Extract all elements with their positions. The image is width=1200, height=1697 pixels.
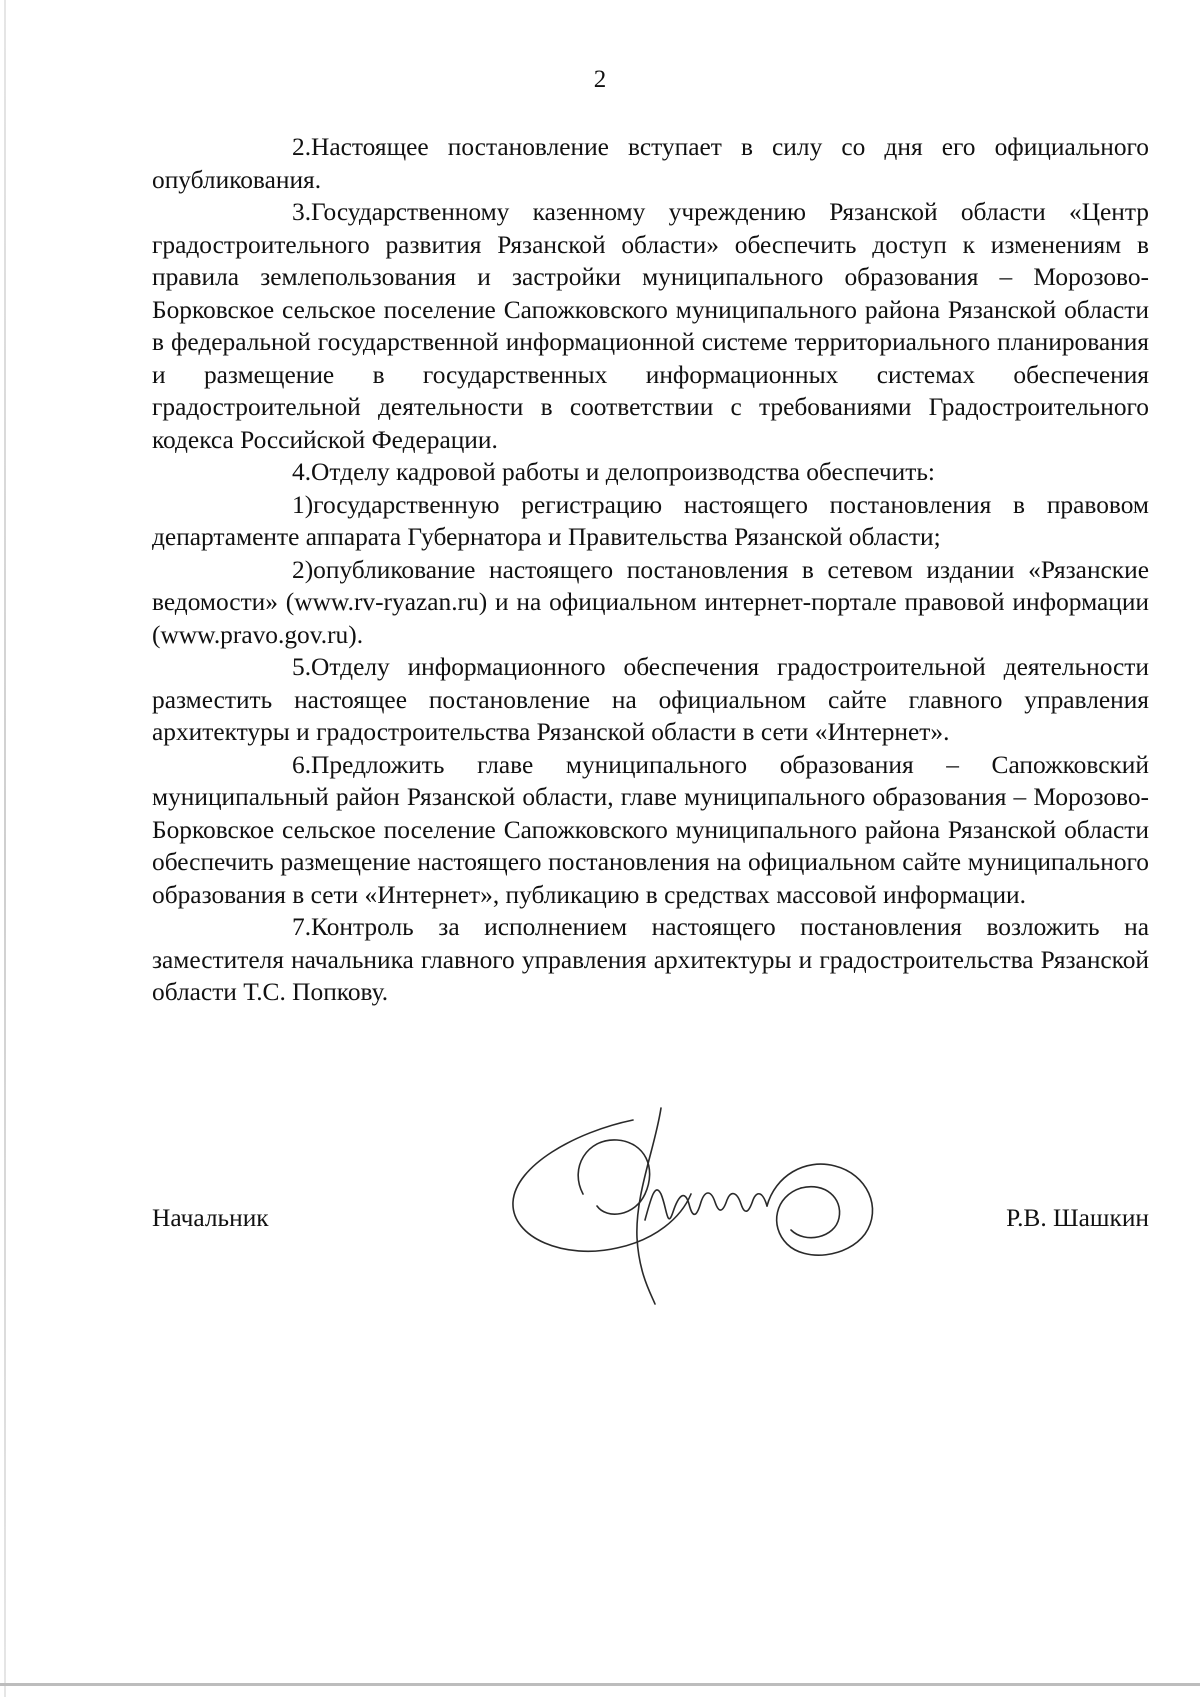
paragraph-number: 5. [292, 653, 312, 681]
paragraph-text: Предложить главе муниципального образования – Сапожковский муниципальный район Рязанской области, главе муниципального образования – Морозово-Борковское сельское поселение Сапожковского муниципального района Рязанской области обеспечить размещение настоящего постановления на официальном сайте муниципального образования в сети «Интернет», публикацию в средствах массовой информации. [152, 750, 1149, 909]
paragraph-text: Отделу кадровой работы и делопроизводства обеспечить: [311, 458, 935, 486]
paragraph-number: 1) [292, 490, 314, 519]
paragraph-5 [152, 651, 1149, 749]
paragraph-3 [152, 196, 1149, 456]
document-body [152, 131, 1149, 1009]
paragraph-4 [152, 456, 1149, 489]
paragraph-4-1 [152, 489, 1149, 554]
scan-edge-bottom [0, 1683, 1200, 1686]
paragraph-number: 4. [292, 458, 312, 486]
page-number: 2 [593, 66, 607, 93]
paragraph-text: Отделу информационного обеспечения градостроительной деятельности разместить настоящее постановление на официальном сайте главного управления архитектуры и градостроительства Рязанской области в сети «Интернет». [152, 653, 1149, 746]
paragraph-2 [152, 131, 1149, 196]
scan-edge-left [4, 0, 6, 1697]
paragraph-number: 2. [292, 133, 312, 161]
signature-block [152, 1200, 1149, 1236]
signatory-name: Р.В. Шашкин [1006, 1204, 1149, 1232]
paragraph-text: Государственному казенному учреждению Рязанской области «Центр градостроительного развития Рязанской области» обеспечить доступ к изменениям в правила землепользования и застройки муниципального образования – Морозово-Борковское сельское поселение Сапожковского муниципального района Рязанской области в федеральной государственной информационной системе территориального планирования и размещение в государственных информационных системах обеспечения градостроительной деятельности в соответствии с требованиями Градостроительного кодекса Российской Федерации. [152, 198, 1149, 454]
paragraph-text: Контроль за исполнением настоящего постановления возложить на заместителя начальника главного управления архитектуры и градостроительства Рязанской области Т.С. Попкову. [152, 913, 1149, 1006]
paragraph-text: Настоящее постановление вступает в силу со дня его официального опубликования. [152, 133, 1149, 194]
paragraph-text: опубликование настоящего постановления в сетевом издании «Рязанские ведомости» (www.rv-ryazan.ru) и на официальном интернет-портале правовой информации (www.pravo.gov.ru). [152, 555, 1149, 649]
paragraph-number: 7. [292, 913, 312, 941]
paragraph-number: 3. [292, 198, 312, 226]
paragraph-number: 6. [292, 750, 312, 779]
paragraph-6 [152, 749, 1149, 912]
paragraph-7 [152, 911, 1149, 1009]
paragraph-text: государственную регистрацию настоящего постановления в правовом департаменте аппарата Губернатора и Правительства Рязанской области; [152, 490, 1149, 551]
signatory-title: Начальник [152, 1204, 269, 1232]
paragraph-4-2 [152, 554, 1149, 652]
paragraph-number: 2) [292, 555, 314, 584]
